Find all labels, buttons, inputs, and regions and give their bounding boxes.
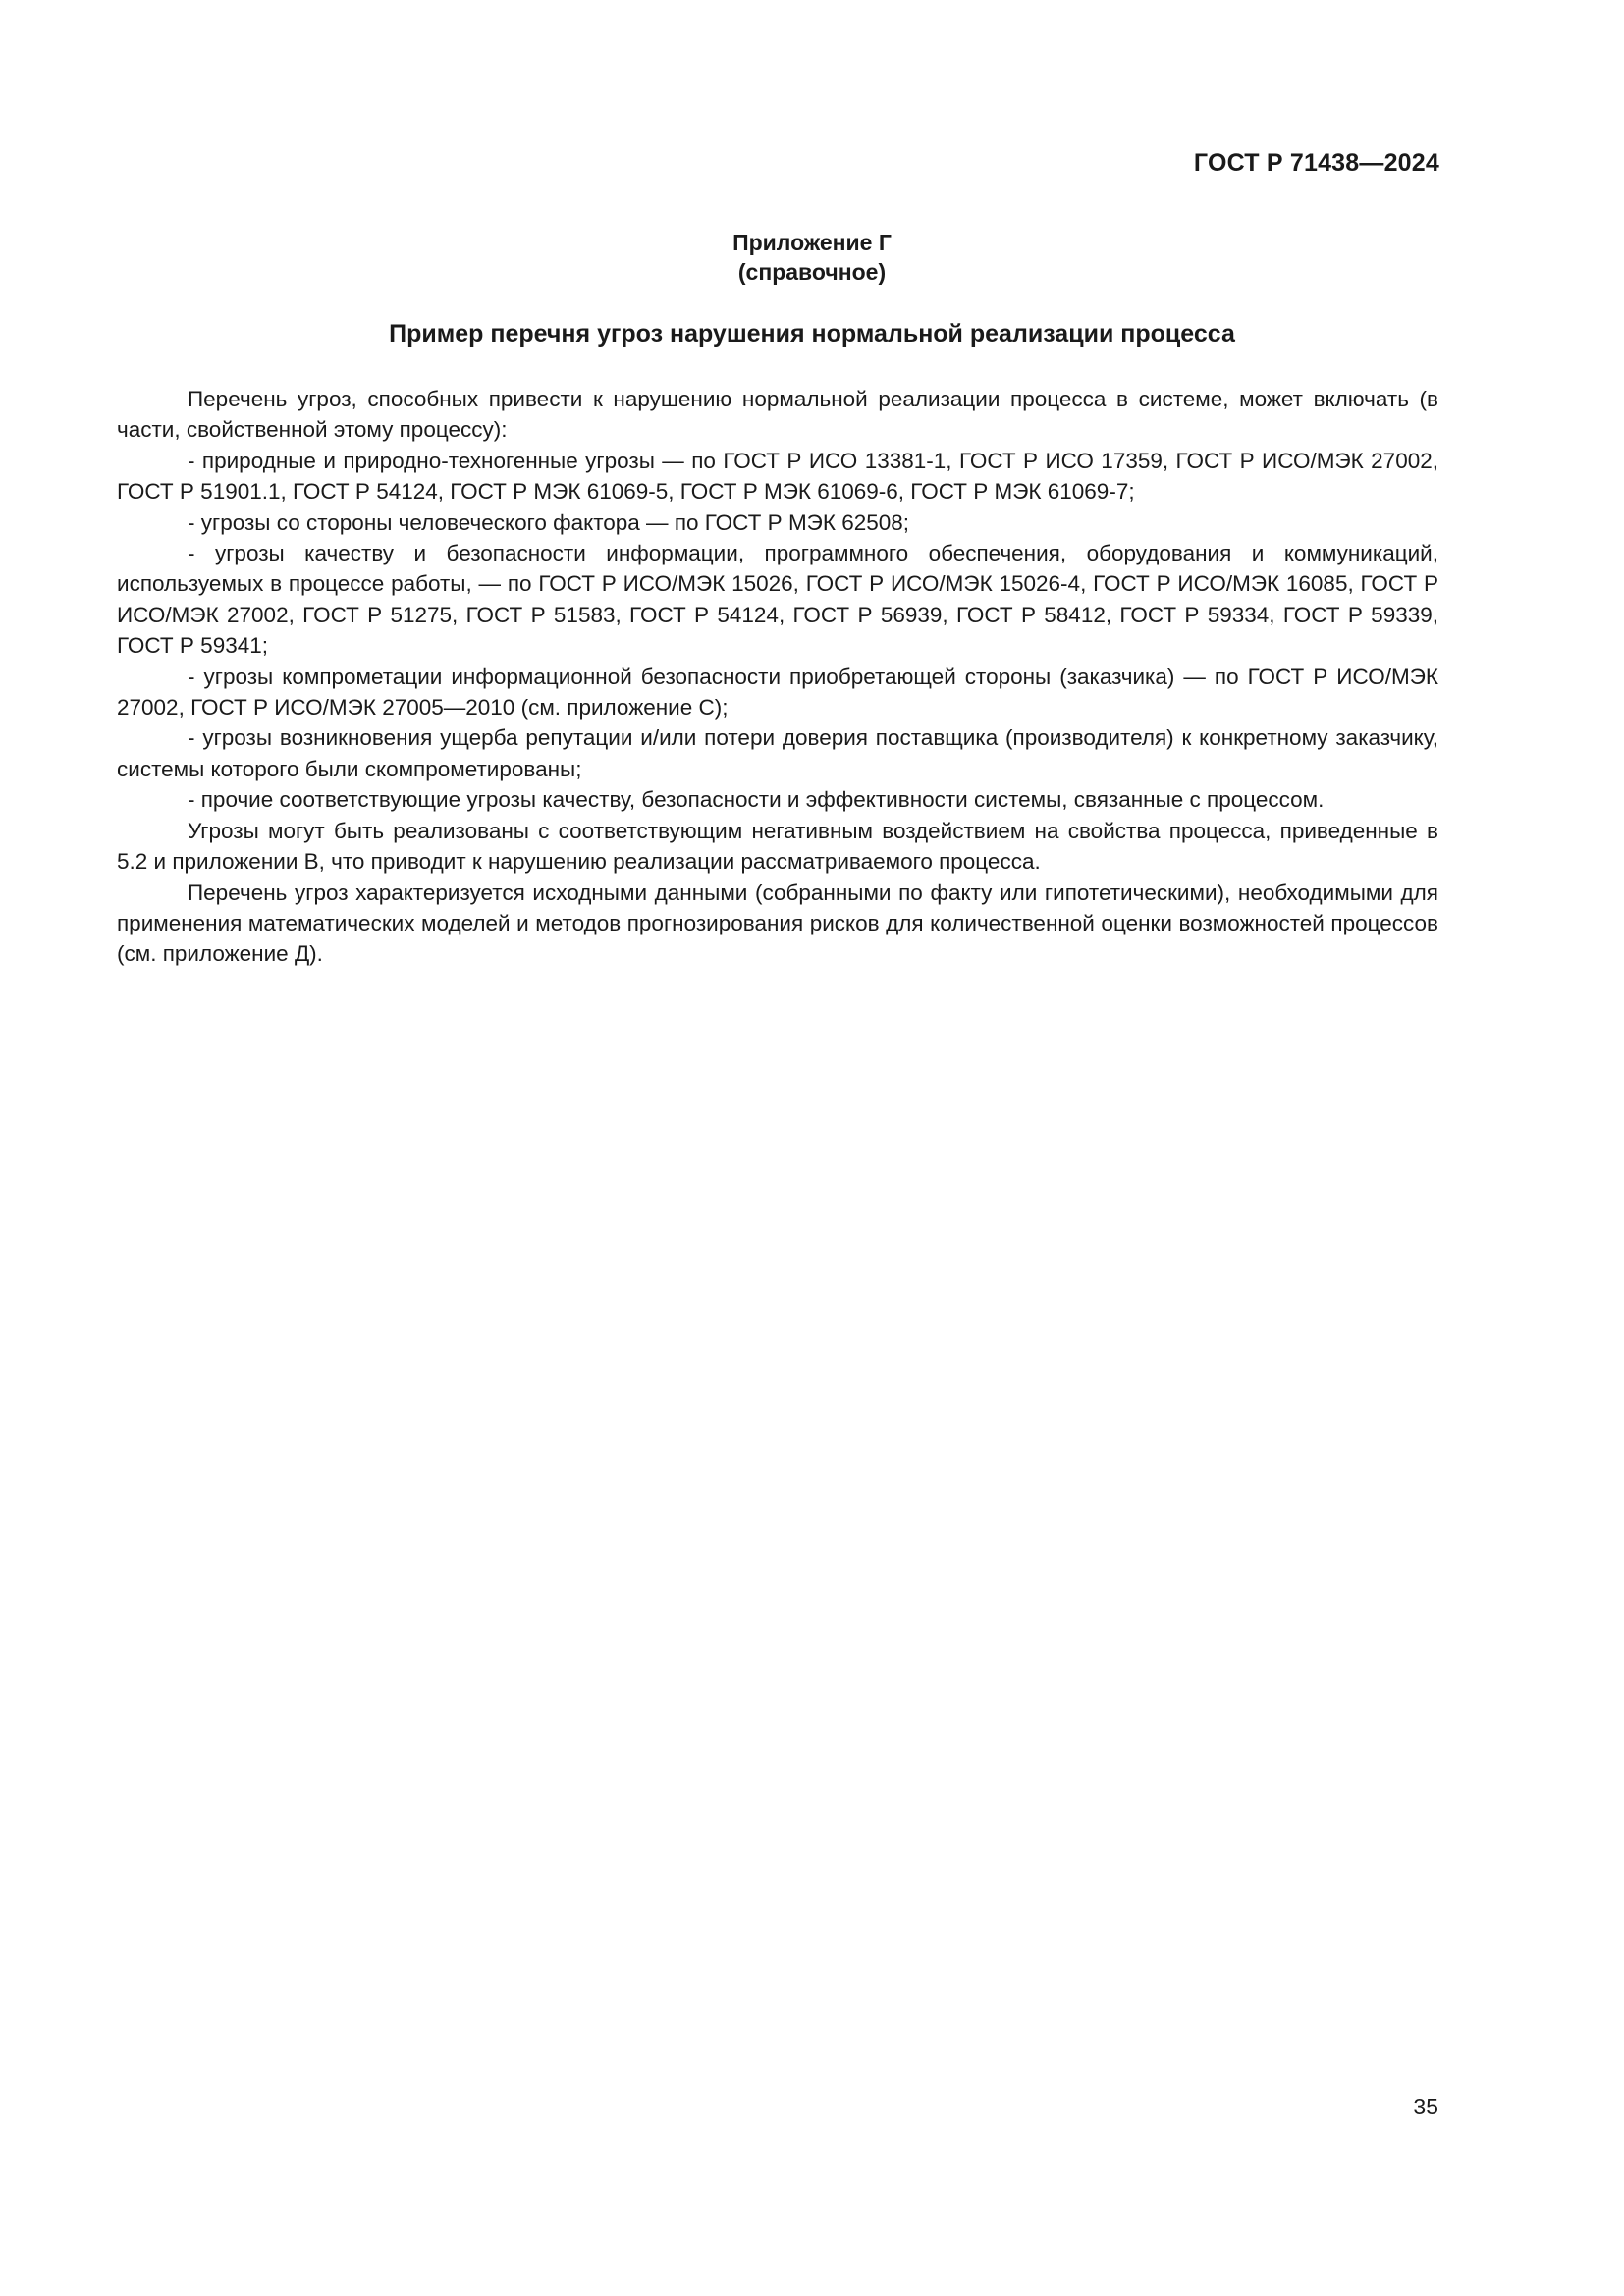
page-number: 35 (1413, 2094, 1438, 2119)
paragraph: Угрозы могут быть реализованы с соответствующим негативным воздействием на свойства процесса, приведенные в 5.2 и приложении В, что приводит к нарушению реализации рассматриваемого процесса. (117, 818, 1438, 875)
appendix-heading (0, 228, 1624, 287)
paragraph-intro: Перечень угроз, способных привести к нарушению нормальной реализации процесса в системе, может включать (в части, свойственной этому процессу): (117, 387, 1438, 443)
appendix-title: Приложение Г (732, 230, 892, 255)
list-item: - прочие соответствующие угрозы качеству, безопасности и эффективности системы, связанные с процессом. (188, 787, 1325, 813)
document-title: Пример перечня угроз нарушения нормальной реализации процесса (389, 320, 1235, 347)
list-item: - угрозы возникновения ущерба репутации и/или потери доверия поставщика (производителя) к конкретному заказчику, системы которого были скомпрометированы; (117, 725, 1438, 781)
standard-code: ГОСТ Р 71438—2024 (1193, 149, 1439, 177)
document-body (117, 384, 1438, 970)
paragraph: Перечень угроз характеризуется исходными данными (собранными по факту или гипотетическими), необходимыми для применения математических моделей и методов прогнозирования рисков для количественной оценки возможностей процессов (см. приложение Д). (117, 880, 1438, 967)
list-item: - угрозы компрометации информационной безопасности приобретающей стороны (заказчика) — по ГОСТ Р ИСО/МЭК 27002, ГОСТ Р ИСО/МЭК 27005—2010 (см. приложение С); (117, 664, 1438, 721)
list-item: - угрозы качеству и безопасности информации, программного обеспечения, оборудования и коммуникаций, используемых в процессе работы, — по ГОСТ Р ИСО/МЭК 15026, ГОСТ Р ИСО/МЭК 15026-4, ГОСТ Р ИСО/МЭК 16085, ГОСТ Р ИСО/МЭК 27002, ГОСТ Р 51275, ГОСТ Р 51583, ГОСТ Р 54124, ГОСТ Р 56939, ГОСТ Р 58412, ГОСТ Р 59334, ГОСТ Р 59339, ГОСТ Р 59341; (117, 541, 1438, 659)
list-item: - природные и природно-техногенные угрозы — по ГОСТ Р ИСО 13381-1, ГОСТ Р ИСО 17359, ГОСТ Р ИСО/МЭК 27002, ГОСТ Р 51901.1, ГОСТ Р 54124, ГОСТ Р МЭК 61069-5, ГОСТ Р МЭК 61069-6, ГОСТ Р МЭК 61069-7; (117, 448, 1438, 505)
list-item: - угрозы со стороны человеческого фактора — по ГОСТ Р МЭК 62508; (188, 509, 910, 535)
appendix-status: (справочное) (737, 259, 887, 285)
